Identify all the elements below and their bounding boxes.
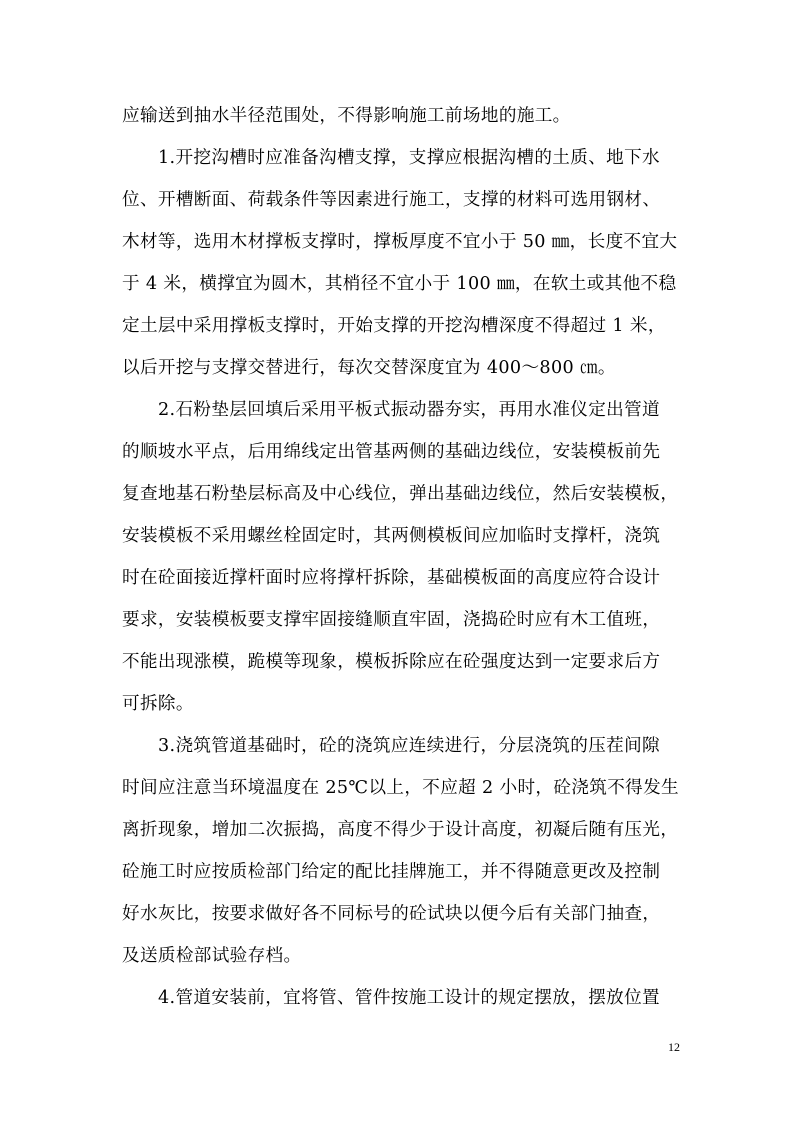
text-line: 木材等，选用木材撑板支撑时，撑板厚度不宜小于 50 ㎜，长度不宜大 <box>122 232 678 252</box>
text-line: 3.浇筑管道基础时，砼的浇筑应连续进行，分层浇筑的压茬间隙 <box>158 736 660 756</box>
page-number: 12 <box>668 1040 680 1054</box>
text-line: 定土层中采用撑板支撑时，开始支撑的开挖沟槽深度不得超过 1 米， <box>122 316 666 336</box>
text-line: 好水灰比，按要求做好各不同标号的砼试块以便今后有关部门抽查， <box>122 904 661 924</box>
text-line: 要求，安装模板要支撑牢固接缝顺直牢固，浇捣砼时应有木工值班， <box>122 610 661 630</box>
text-line: 可拆除。 <box>122 694 194 714</box>
text-line: 位、开槽断面、荷载条件等因素进行施工，支撑的材料可选用钢材、 <box>122 190 661 210</box>
text-line: 1.开挖沟槽时应准备沟槽支撑，支撑应根据沟槽的土质、地下水 <box>158 148 660 168</box>
text-line: 及送质检部试验存档。 <box>122 946 302 966</box>
text-line: 以后开挖与支撑交替进行，每次交替深度宜为 400～800 ㎝。 <box>122 358 616 378</box>
text-line: 时在砼面接近撑杆面时应将撑杆拆除，基础模板面的高度应符合设计 <box>122 568 661 588</box>
text-line: 应输送到抽水半径范围处，不得影响施工前场地的施工。 <box>122 106 571 126</box>
text-line: 时间应注意当环境温度在 25℃以上，不应超 2 小时，砼浇筑不得发生 <box>122 778 679 798</box>
text-line: 于 4 米，横撑宜为圆木，其梢径不宜小于 100 ㎜，在软土或其他不稳 <box>122 274 677 294</box>
text-line: 离折现象，增加二次振捣，高度不得少于设计高度，初凝后随有压光， <box>122 820 679 840</box>
text-line: 砼施工时应按质检部门给定的配比挂牌施工，并不得随意更改及控制 <box>122 862 661 882</box>
text-line: 的顺坡水平点，后用绵线定出管基两侧的基础边线位，安装模板前先 <box>122 442 661 462</box>
text-line: 2.石粉垫层回填后采用平板式振动器夯实，再用水准仪定出管道 <box>158 400 660 420</box>
text-line: 安装模板不采用螺丝栓固定时，其两侧模板间应加临时支撑杆，浇筑 <box>122 526 661 546</box>
text-line: 复查地基石粉垫层标高及中心线位，弹出基础边线位，然后安装模板， <box>122 484 679 504</box>
text-line: 4.管道安装前，宜将管、管件按施工设计的规定摆放，摆放位置 <box>158 988 660 1008</box>
text-line: 不能出现涨模，跪模等现象，模板拆除应在砼强度达到一定要求后方 <box>122 652 661 672</box>
